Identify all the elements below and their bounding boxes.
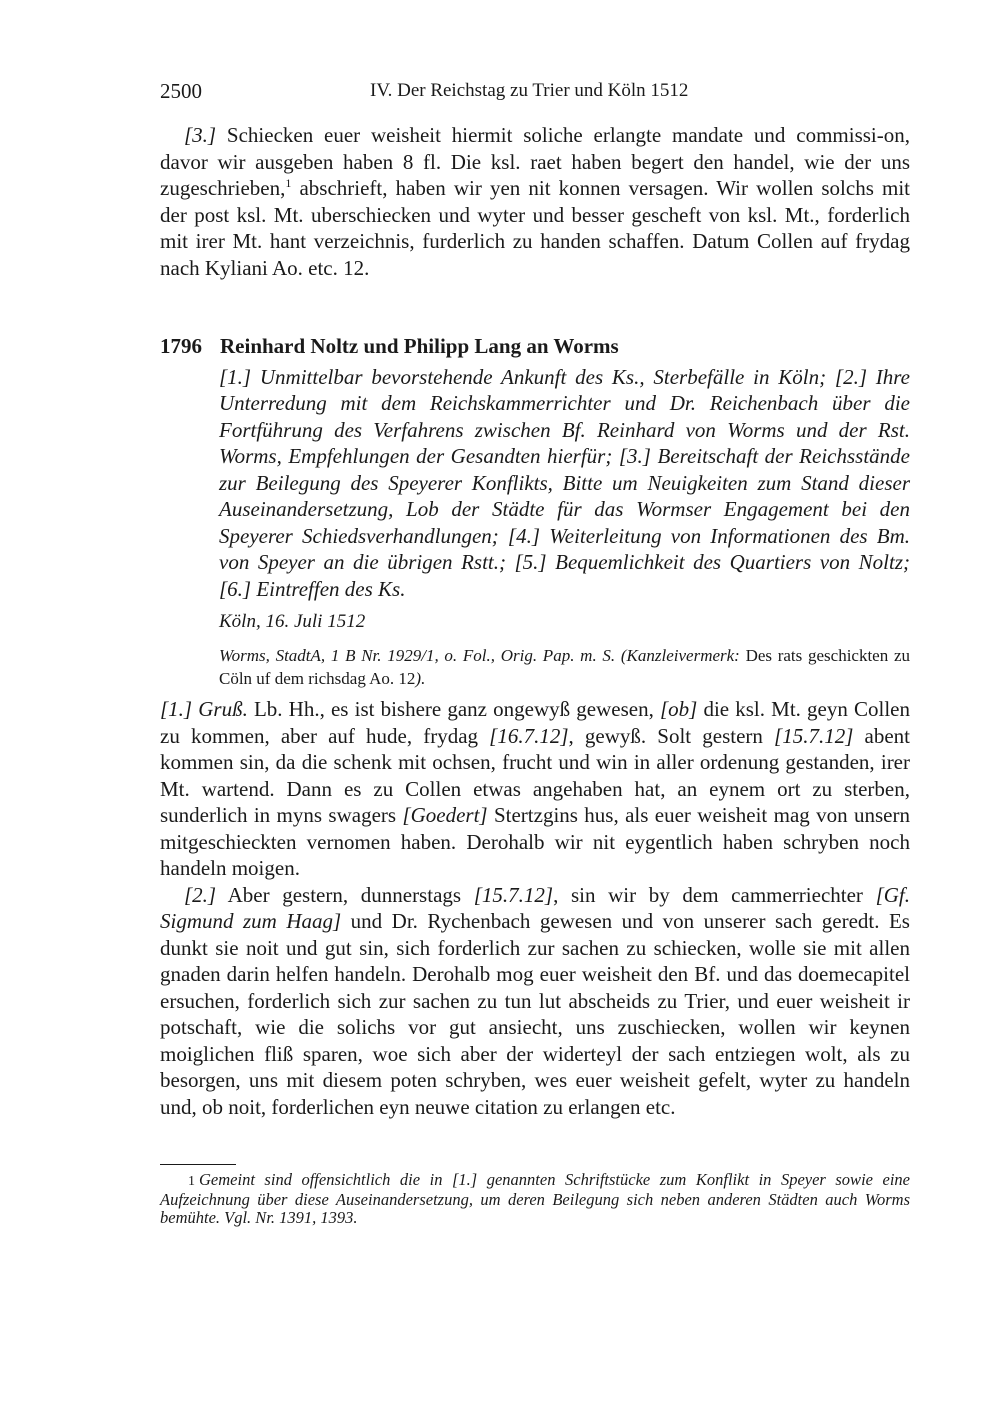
footnote-reference[interactable]: 1 [285,176,292,190]
text-run: Stertzgins hus, als euer weisheit mag von unsern mitgeschieckten vernomen haben. Derohalb wir nit eygentlich haben schryben noch handeln moigen. [160,803,910,880]
body-paragraph-1 [160,696,910,882]
document-page [160,78,910,1244]
document-apparatus [219,364,910,691]
footnote [160,1171,910,1227]
text-run: abent kommen sin, da die schenk mit ochsen, frucht und win in aller ordenung gestanden, irer Mt. wartend. Dann es zu Collen etwas angehaben hat, an eynem ort zu sterben, sunderlich in myns swagers [160,723,910,827]
paragraph-number: [3.] [184,123,217,147]
document-number: 1796 [160,334,202,358]
footnote-mark: 1 [188,1174,195,1189]
document-heading [160,333,910,360]
editorial-insertion: [ob] [659,697,698,721]
paragraph-text: Schiecken euer weisheit hiermit soliche erlangte mandate und commissi-on, davor wir ausgeben haben 8 fl. Die ksl. raet haben begert den handel, wie der uns zugeschrieben, [160,123,910,200]
running-header [160,78,910,108]
text-run: und Dr. Rychenbach gewesen und von unserer sach geredt. Es dunkt sie noit und gut sin, sich forderlich zur sachen zu schiecken, wolle sie mit allen gnaden darin helfen handeln. Derohalb mog euer weisheit den Bf. und das doemecapitel ersuchen, forderlich sich zur sachen zu tun lut abscheids zu Trier, und euer weisheit ir potschaft, wie die solichs vor gut ansiecht, uns zuschiecken, wollen wir keynen moiglichen fliß sparen, woe sich aber der widerteyl der sach entziegen wolt, als zu besorgen, uns mit diesem poten schryben, wes euer weisheit gefelt, wyter zu handeln und, ob noit, forderlichen eyn neuwe citation zu erlangen etc. [160,909,910,1119]
text-run: die ksl. Mt. geyn Collen zu kommen, aber auf hude, frydag [160,697,910,748]
editorial-date: [15.7.12] [473,882,554,907]
text-run: Aber gestern, dunnerstags [216,882,474,907]
paragraph-number: [1.] Gruß. [160,697,248,721]
text-run: , sin wir by dem cammerriechter [553,882,876,907]
editorial-date: [15.7.12] [774,723,854,748]
document-summary: [1.] Unmittelbar bevorstehende Ankunft des Ks., Sterbefälle in Köln; [2.] Ihre Unterredung mit dem Reichskammerrichter und Dr. Reichenbach über die Fortführung des Verfahrens zwischen Bf. Reinhard von Worms und der Rst. Worms, Empfehlungen der Gesandten hierfür; [3.] Bereitschaft der Reichsstände zur Beilegung des Speyerer Konflikts, Bitte um Neuigkeiten zum Stand dieser Auseinandersetzung, Lob der Städte für das Wormser Engagement bei den Speyerer Schiedsverhandlungen; [4.] Weiterleitung von Informationen des Bm. von Speyer an die übrigen Rstt.; [5.] Bequemlichkeit des Quartiers von Noltz; [6.] Eintreffen des Ks. [219,364,910,601]
source-note [219,644,910,690]
footnote-separator [160,1164,236,1165]
source-endorsement: Des rats geschickten zu Cöln uf dem richsdag Ao. 12 [219,646,910,688]
paragraph-text-continued: abschrieft, haben wir yen nit konnen versagen. Wir wollen solchs mit der post ksl. Mt. uberschiecken und wyter und besser gescheft von ksl. Mt., forderlich mit irer Mt. hant verzeichnis, furderlich zu handen schaffen. Datum Collen auf frydag nach Kyliani Ao. etc. 12. [160,176,910,280]
paragraph-number: [2.] [184,882,217,907]
text-run: , gewyß. Solt gestern [568,723,775,748]
document-dateline: Köln, 16. Juli 1512 [219,611,366,632]
editorial-insertion: [Gf. Sigmund zum Haag] [160,882,910,933]
editorial-insertion: [Goedert] [402,803,488,827]
editorial-date: [16.7.12] [489,723,569,748]
source-archive: Worms, StadtA, 1 B Nr. 1929/1, o. Fol., Orig. Pap. m. S. (Kanzleivermerk: [219,646,740,665]
running-title: IV. Der Reichstag zu Trier und Köln 1512 [370,80,689,101]
footnote-text: Gemeint sind offensichtlich die in [1.] genannten Schriftstücke zum Konflikt in Speyer sowie eine Aufzeichnung über diese Auseinandersetzung, um deren Beilegung sich neben anderen Städten auch Worms bemühte. Vgl. Nr. 1391, 1393. [160,1170,910,1227]
document-body [160,696,910,1120]
body-paragraph-2 [160,882,910,1121]
source-end: ). [415,669,426,688]
page-number: 2500 [160,79,202,103]
text-run: Lb. Hh., es ist bishere ganz ongewyß gewesen, [247,697,660,721]
previous-document-paragraph [160,122,910,281]
document-title: Reinhard Noltz und Philipp Lang an Worms [220,334,619,358]
